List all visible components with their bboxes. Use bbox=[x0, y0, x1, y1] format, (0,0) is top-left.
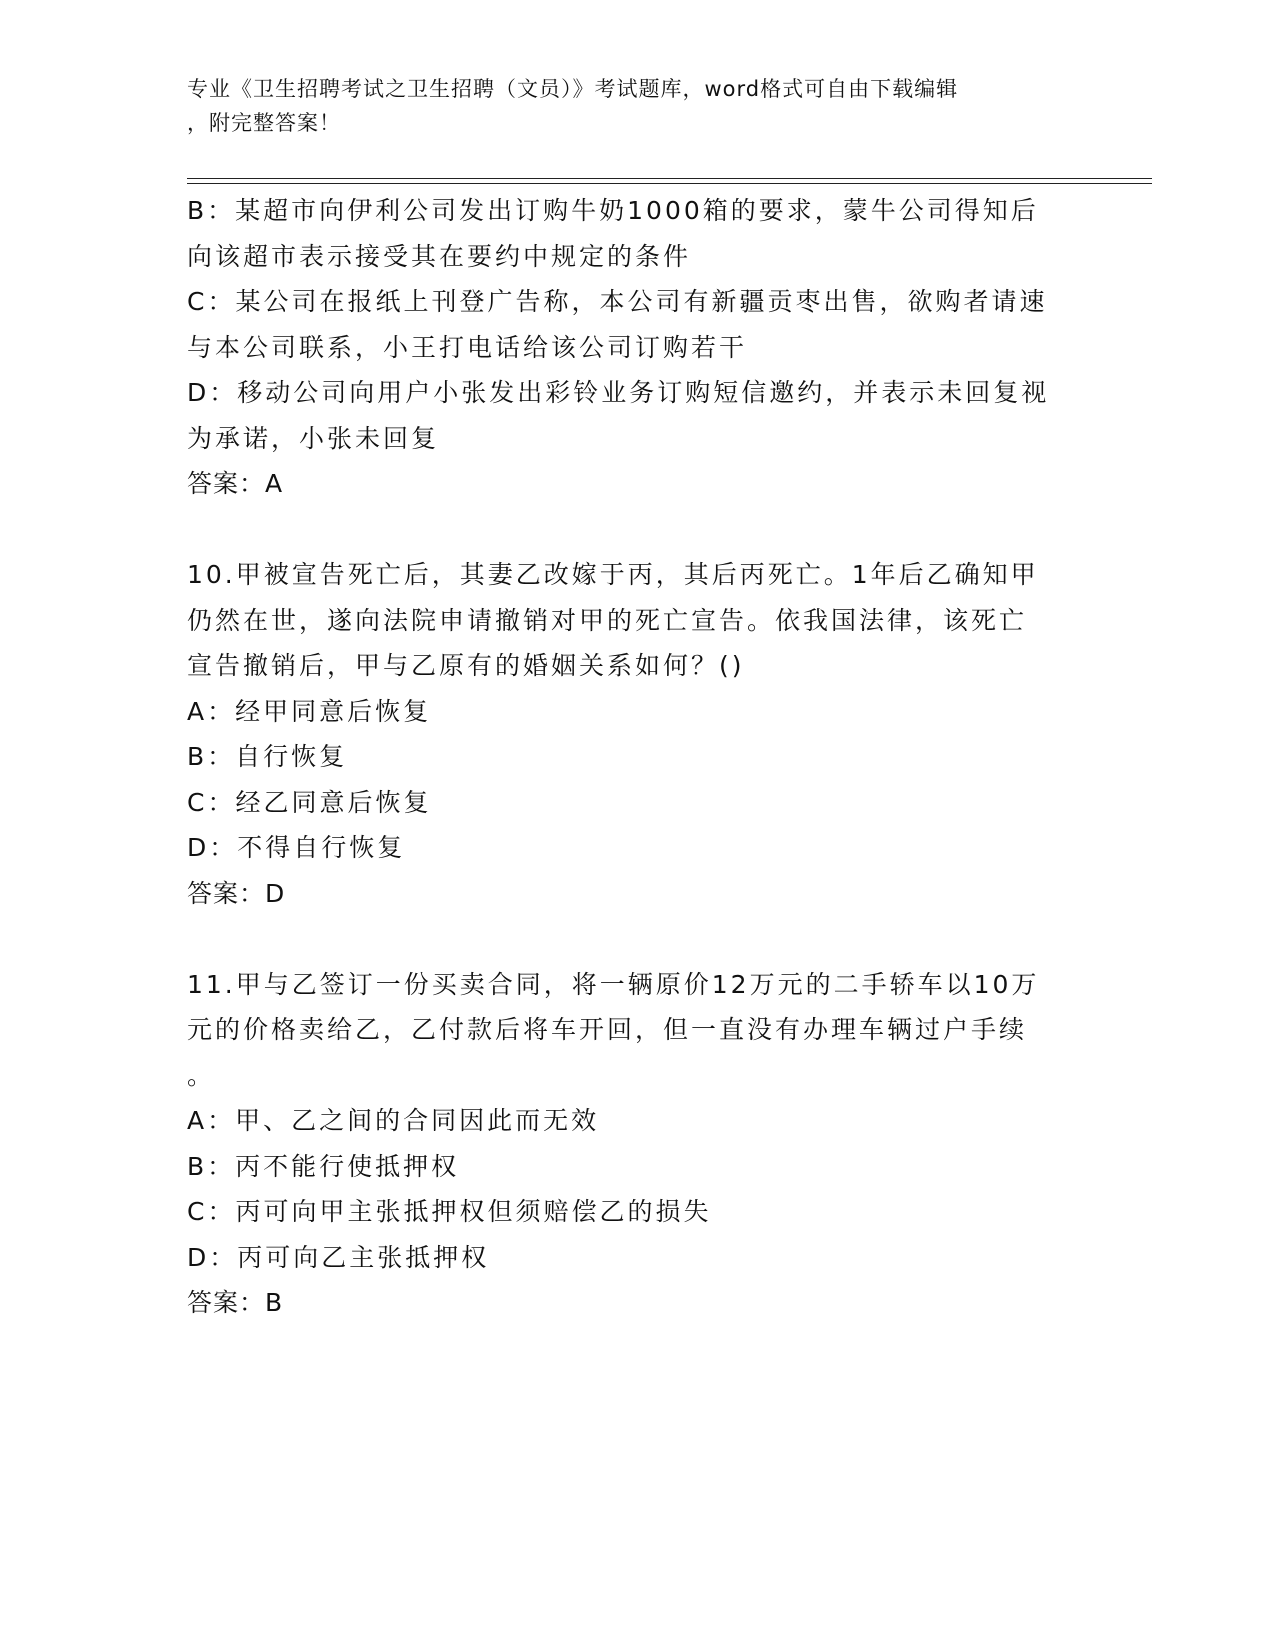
q11-stem-line-2: 元的价格卖给乙，乙付款后将车开回，但一直没有办理车辆过户手续 bbox=[187, 1015, 1028, 1044]
header-divider-top bbox=[187, 178, 1152, 179]
q11-option-d: D：丙可向乙主张抵押权 bbox=[187, 1242, 490, 1272]
q9-option-d: D：移动公司向用户小张发出彩铃业务订购短信邀约，并表示未回复视 bbox=[187, 378, 1050, 407]
spacer bbox=[187, 916, 1067, 962]
q11-stem-line-1: 11.甲与乙签订一份买卖合同，将一辆原价12万元的二手轿车以10万 bbox=[187, 969, 1040, 999]
q10-stem-line-3: 宣告撤销后，甲与乙原有的婚姻关系如何？() bbox=[187, 651, 745, 680]
q10-stem-line-1: 10.甲被宣告死亡后，其妻乙改嫁于丙，其后丙死亡。1年后乙确知甲 bbox=[187, 560, 1039, 589]
question-9-tail bbox=[187, 188, 1067, 507]
q11-answer: 答案：B bbox=[187, 1288, 284, 1317]
q10-answer: 答案：D bbox=[187, 878, 286, 908]
header-divider-bottom bbox=[187, 183, 1152, 184]
q9-option-b: B：某超市向伊利公司发出订购牛奶1000箱的要求，蒙牛公司得知后 bbox=[187, 196, 1039, 225]
q11-option-a: A：甲、乙之间的合同因此而无效 bbox=[187, 1106, 600, 1135]
q9-option-d-cont: 为承诺，小张未回复 bbox=[187, 423, 440, 453]
q10-option-a: A：经甲同意后恢复 bbox=[187, 696, 432, 726]
q9-option-b-cont: 向该超市表示接受其在要约中规定的条件 bbox=[187, 241, 692, 271]
header-title-line-1: 专业《卫生招聘考试之卫生招聘（文员）》考试题库，word格式可自由下载编辑 bbox=[187, 77, 959, 101]
question-body bbox=[187, 188, 1067, 1326]
question-10 bbox=[187, 552, 1067, 916]
q11-stem-line-3: 。 bbox=[187, 1060, 216, 1090]
q11-option-b: B：丙不能行使抵押权 bbox=[187, 1151, 460, 1181]
q9-answer: 答案：A bbox=[187, 469, 284, 498]
question-11 bbox=[187, 962, 1067, 1326]
q10-option-b: B：自行恢复 bbox=[187, 742, 348, 771]
q9-option-c-cont: 与本公司联系，小王打电话给该公司订购若干 bbox=[187, 332, 748, 362]
spacer bbox=[187, 507, 1067, 553]
q9-option-c: C：某公司在报纸上刊登广告称，本公司有新疆贡枣出售，欲购者请速 bbox=[187, 287, 1048, 316]
q10-option-c: C：经乙同意后恢复 bbox=[187, 787, 432, 817]
q10-option-d: D：不得自行恢复 bbox=[187, 833, 406, 862]
q10-stem-line-2: 仍然在世，遂向法院申请撤销对甲的死亡宣告。依我国法律，该死亡 bbox=[187, 605, 1028, 635]
header-title-line-2: ，附完整答案！ bbox=[187, 111, 341, 135]
document-header bbox=[187, 72, 1067, 140]
q11-option-c: C：丙可向甲主张抵押权但须赔偿乙的损失 bbox=[187, 1197, 712, 1226]
